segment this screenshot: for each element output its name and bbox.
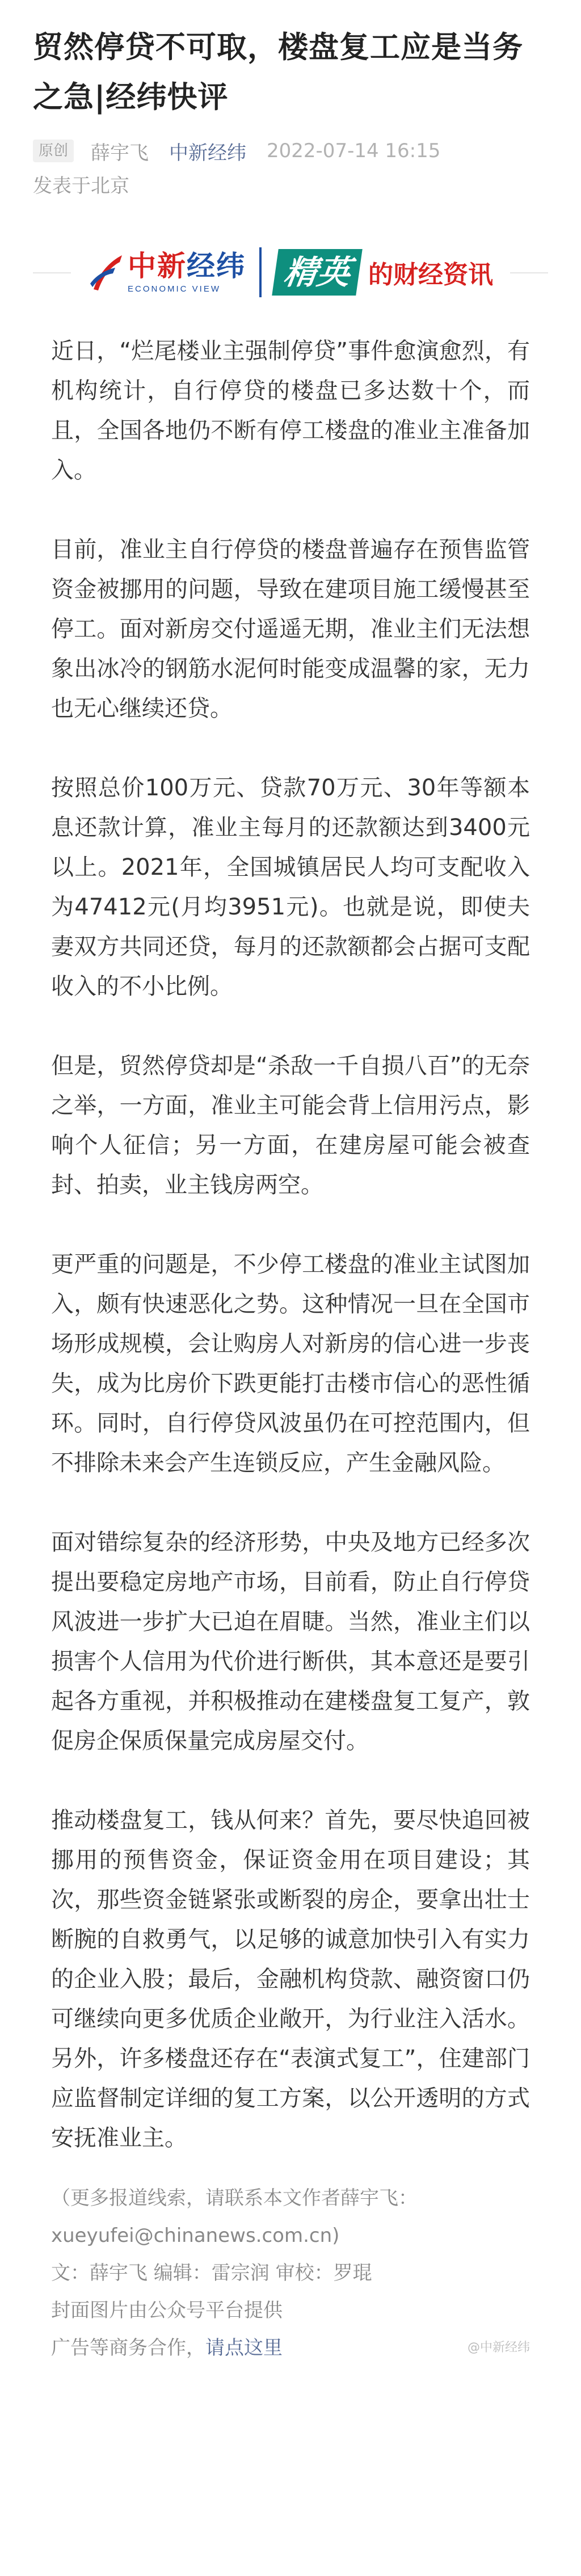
contact-line: （更多报道线索，请联系本文作者薛宇飞： xyxy=(51,2187,418,2210)
ad-link[interactable]: 请点这里 xyxy=(205,2337,283,2359)
logo-chinese: 中新经纬 xyxy=(127,249,246,283)
paragraph: 但是，贸然停贷却是“杀敌一千自损八百”的无奈之举，一方面，准业主可能会背上信用污点，影响个人征信；另一方面，在建房屋可能会被查封、拍卖，业主钱房两空。 xyxy=(51,1053,530,1198)
paragraph: 近日，“烂尾楼业主强制停贷”事件愈演愈烈，有机构统计，自行停贷的楼盘已多达数十个，而且，全国各地仍不断有停工楼盘的准业主准备加入。 xyxy=(51,338,530,483)
article-footer xyxy=(33,2179,548,2367)
slogan-text: 的财经资讯 xyxy=(368,260,493,289)
globe-swoosh-icon xyxy=(88,250,124,295)
logo-divider xyxy=(259,247,262,297)
slogan-highlight: 精英 xyxy=(272,249,363,296)
footer-tail xyxy=(51,2329,530,2367)
brand-logo xyxy=(88,250,246,295)
watermark: @中新经纬 xyxy=(467,2341,530,2355)
author-name[interactable]: 薛宇飞 xyxy=(91,141,149,165)
paragraph: 推动楼盘复工，钱从何来？首先，要尽快追回被挪用的预售资金，保证资金用在项目建设；其次，那些资金链紧张或断裂的房企，要拿出壮士断腕的自救勇气，以足够的诚意加快引入有实力的企业入股；最后，金融机构贷款、融资窗口仍可继续向更多优质企业敞开，为行业注入活水。另外，许多楼盘还存在“表演式复工”，住建部门应监督制定详细的复工方案，以公开透明的方式安抚准业主。 xyxy=(51,1807,530,2151)
publish-datetime: 2022-07-14 16:15 xyxy=(267,140,441,162)
publish-location: 发表于北京 xyxy=(33,175,129,197)
ad-prefix: 广告等商务合作， xyxy=(51,2337,205,2359)
paragraph: 面对错综复杂的经济形势，中央及地方已经多次提出要稳定房地产市场，目前看，防止自行停贷风波进一步扩大已迫在眉睫。当然，准业主们以损害个人信用为代价进行断供，其本意还是要引起各方重视，并积极推动在建楼盘复工复产，敦促房企保质保量完成房屋交付。 xyxy=(51,1529,530,1754)
brand-banner xyxy=(33,233,548,312)
contact-email: xueyufei@chinanews.com.cn) xyxy=(51,2224,340,2247)
paragraph: 按照总价100万元、贷款70万元、30年等额本息还款计算，准业主每月的还款额达到3400元以上。2021年，全国城镇居民人均可支配收入为47412元(月均3951元)。也就是说，即使夫妻双方共同还贷，每月的还款额都会占据可支配收入的不小比例。 xyxy=(51,775,530,1000)
cover-image-note: 封面图片由公众号平台提供 xyxy=(51,2299,283,2322)
paragraph: 目前，准业主自行停贷的楼盘普遍存在预售监管资金被挪用的问题，导致在建项目施工缓慢甚至停工。面对新房交付遥遥无期，准业主们无法想象出冰冷的钢筋水泥何时能变成温馨的家，无力也无心继续还贷。 xyxy=(51,537,530,722)
article-title: 贸然停贷不可取，楼盘复工应是当务之急|经纬快评 xyxy=(33,30,523,115)
paragraph: 更严重的问题是，不少停工楼盘的准业主试图加入，颇有快速恶化之势。这种情况一旦在全国市场形成规模，会让购房人对新房的信心进一步丧失，成为比房价下跌更能打击楼市信心的恶性循环。同时，自行停贷风波虽仍在可控范围内，但不排除未来会产生连锁反应，产生金融风险。 xyxy=(51,1251,530,1476)
original-badge: 原创 xyxy=(33,140,74,162)
ad-line xyxy=(51,2329,283,2367)
logo-english: ECONOMIC VIEW xyxy=(127,284,221,294)
article-body xyxy=(33,331,548,2158)
credits-line: 文：薛宇飞 编辑：雷宗润 审校：罗琨 xyxy=(51,2262,372,2284)
banner-card xyxy=(71,247,510,297)
account-link[interactable]: 中新经纬 xyxy=(169,141,247,165)
article-meta xyxy=(33,136,548,166)
